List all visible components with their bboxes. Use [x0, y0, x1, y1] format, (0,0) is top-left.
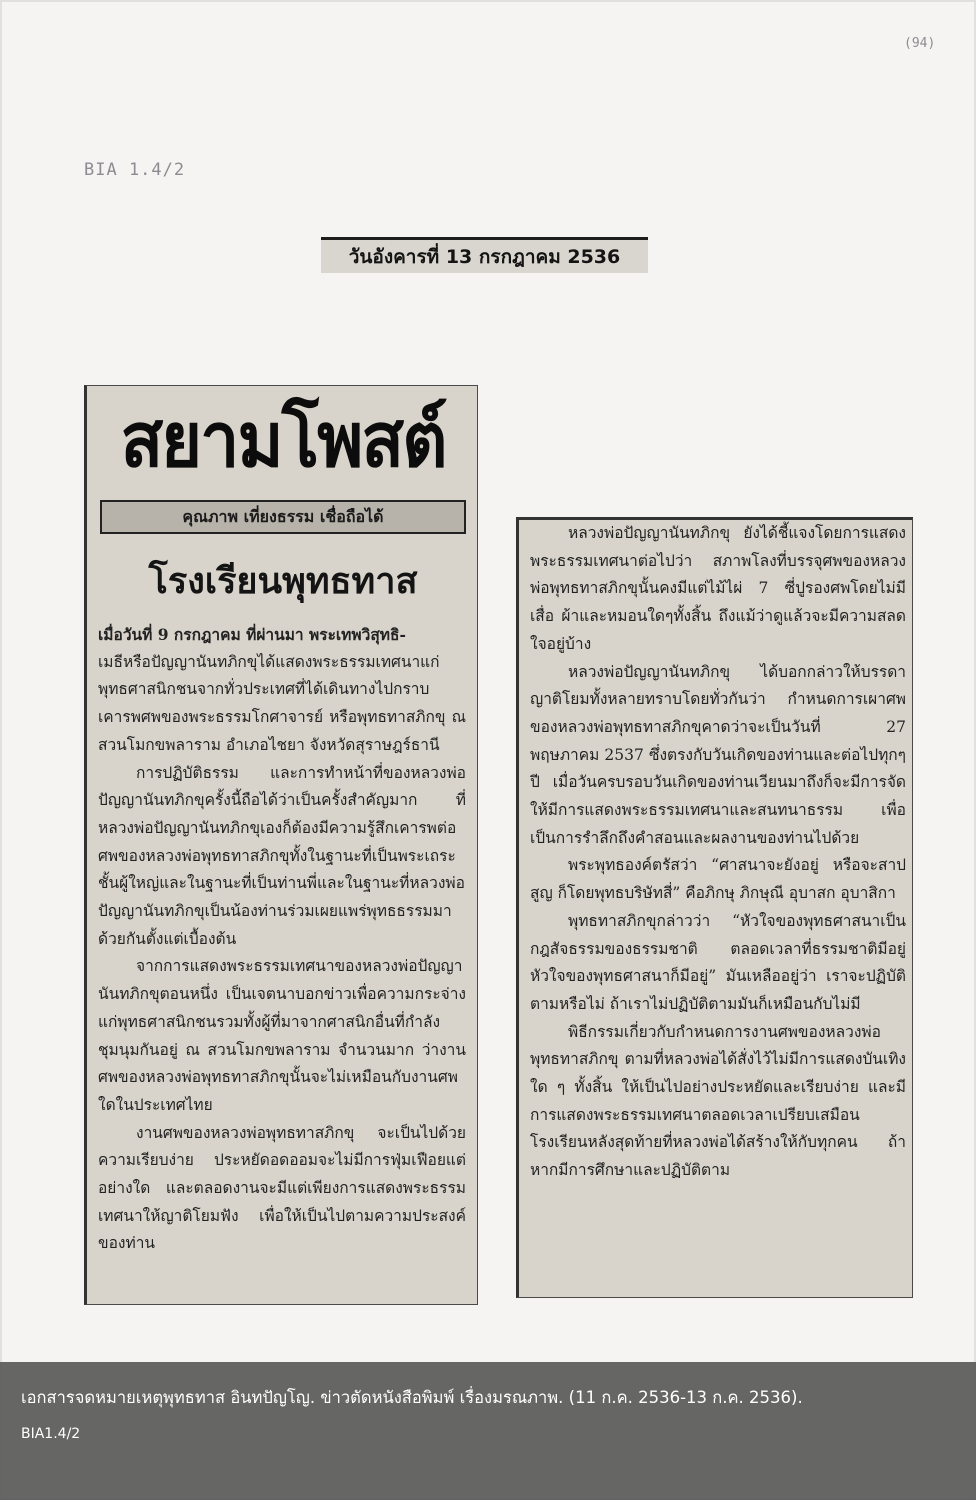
caption-title: เอกสารจดหมายเหตุพุทธทาส อินทปัญโญ. ข่าวตัดหนังสือพิมพ์ เรื่องมรณภาพ. (11 ก.ค. 2536-13 ก.ค. 2536). — [21, 1388, 803, 1407]
article-paragraph: จากการแสดงพระธรรมเทศนาของหลวงพ่อปัญญานันทภิกขุตอนหนึ่ง เป็นเจตนาบอกข่าวเพื่อความกระจ่างแก่พุทธศาสนิกชนรวมทั้งผู้ที่มาจากศาสนิกอื่นที่กำลังชุมนุมกันอยู่ ณ สวนโมกขพลาราม จำนวนมาก ว่างานศพของหลวงพ่อพุทธทาสภิกขุนั้นจะไม่เหมือนกับงานศพใดในประเทศไทย — [98, 957, 466, 1114]
article-paragraph: หลวงพ่อปัญญานันทภิกขุ ได้บอกกล่าวให้บรรดาญาติโยมทั้งหลายทราบโดยทั่วกันว่า กำหนดการเผาศพของหลวงพ่อพุทธทาสภิกขุคาดว่าจะเป็นวันที่ 27 พฤษภาคม 2537 ซึ่งตรงกับวันเกิดของท่านและต่อไปทุกๆปี เมื่อวันครบรอบวันเกิดของท่านเวียนมาถึงก็จะมีการจัดให้มีการแสดงพระธรรมเทศนาและสนทนาธรรม เพื่อเป็นการรำลึกถึงคำสอนและผลงานของท่านไปด้วย — [530, 662, 906, 847]
page-number-annotation: (94) — [904, 36, 936, 51]
newspaper-slogan: คุณภาพ เที่ยงธรรม เชื่อถือได้ — [100, 500, 466, 534]
article-paragraph: หลวงพ่อปัญญานันทภิกขุ ยังได้ชี้แจงโดยการแสดงพระธรรมเทศนาต่อไปว่า สภาพโลงที่บรรจุศพของหลวงพ่อพุทธทาสภิกขุนั้นคงมีแต่ไม้ไผ่ 7 ซี่ปูรองศพโดยไม่มีเสื่อ ผ้าและหมอนใดๆทั้งสิ้น ถึงแม้ว่าดูแล้วจะมีความสลดใจอยู่บ้าง — [530, 524, 906, 653]
reference-annotation: BIA 1.4/2 — [84, 160, 186, 180]
image-caption-overlay — [0, 1362, 976, 1500]
article-paragraph: งานศพของหลวงพ่อพุทธทาสภิกขุ จะเป็นไปด้วยความเรียบง่าย ประหยัดอดออมจะไม่มีการฟุ่มเฟือยแต่อย่างใด และตลอดงานจะมีแต่เพียงการแสดงพระธรรมเทศนาให้ญาติโยมฟัง เพื่อให้เป็นไปตามความประสงค์ของท่าน — [98, 1123, 466, 1253]
date-text: วันอังคารที่ 13 กรกฎาคม 2536 — [348, 245, 621, 268]
article-headline: โรงเรียนพุทธทาส — [148, 560, 418, 602]
article-paragraph: เมธีหรือปัญญานันทภิกขุได้แสดงพระธรรมเทศนาแก่พุทธศาสนิกชนจากทั่วประเทศที่ได้เดินทางไปกราบเคารพศพของพระธรรมโกศาจารย์ หรือพุทธทาสภิกขุ ณ สวนโมกขพลาราม อำเภอไชยา จังหวัดสุราษฎร์ธานี — [98, 652, 466, 754]
article-body-right — [530, 520, 906, 1185]
clipping-right-column — [516, 517, 913, 1298]
clipping-left-column — [84, 385, 478, 1305]
article-lead: เมื่อวันที่ 9 กรกฎาคม ที่ผ่านมา พระเทพวิสุทธิ- — [98, 625, 406, 644]
article-body-left — [98, 621, 466, 1258]
newspaper-masthead: สยามโพสต์ — [120, 395, 446, 484]
date-clipping — [321, 237, 648, 273]
article-paragraph: พระพุทธองค์ตรัสว่า “ศาสนาจะยังอยู่ หรือจะสาปสูญ ก็โดยพุทธบริษัทสี่” คือภิกษุ ภิกษุณี อุบาสก อุบาสิกา — [530, 856, 906, 903]
caption-identifier: BIA1.4/2 — [21, 1426, 81, 1442]
article-paragraph: พิธีกรรมเกี่ยวกับกำหนดการงานศพของหลวงพ่อพุทธทาสภิกขุ ตามที่หลวงพ่อได้สั่งไว้ไม่มีการแสดงบันเทิงใด ๆ ทั้งสิ้น ให้เป็นไปอย่างประหยัดและเรียบง่าย และมีการแสดงพระธรรมเทศนาตลอดเวลาเปรียบเสมือนโรงเรียนหลังสุดท้ายที่หลวงพ่อได้สร้างให้กับทุกคน ถ้าหากมีการศึกษาและปฏิบัติตาม — [530, 1022, 906, 1180]
article-paragraph: การปฏิบัติธรรม และการทำหน้าที่ของหลวงพ่อปัญญานันทภิกขุครั้งนี้ถือได้ว่าเป็นครั้งสำคัญมาก ที่หลวงพ่อปัญญานันทภิกขุเองก็ต้องมีความรู้สึกเคารพต่อศพของหลวงพ่อพุทธทาสภิกขุทั้งในฐานะที่เป็นพระเถระชั้นผู้ใหญ่และในฐานะที่เป็นท่านพี่และในฐานะที่หลวงพ่อปัญญานันทภิกขุเป็นน้องท่านร่วมเผยแพร่พุทธธรรมมาด้วยกันตั้งแต่เบื้องต้น — [98, 763, 466, 948]
article-paragraph: พุทธทาสภิกขุกล่าวว่า “หัวใจของพุทธศาสนาเป็นกฎสัจธรรมของธรรมชาติ ตลอดเวลาที่ธรรมชาติมีอยู่ หัวใจของพุทธศาสนาก็มีอยู่” มันเหลืออยู่ว่า เราจะปฏิบัติตามหรือไม่ ถ้าเราไม่ปฏิบัติตามมันก็เหมือนกับไม่มี — [530, 911, 906, 1013]
